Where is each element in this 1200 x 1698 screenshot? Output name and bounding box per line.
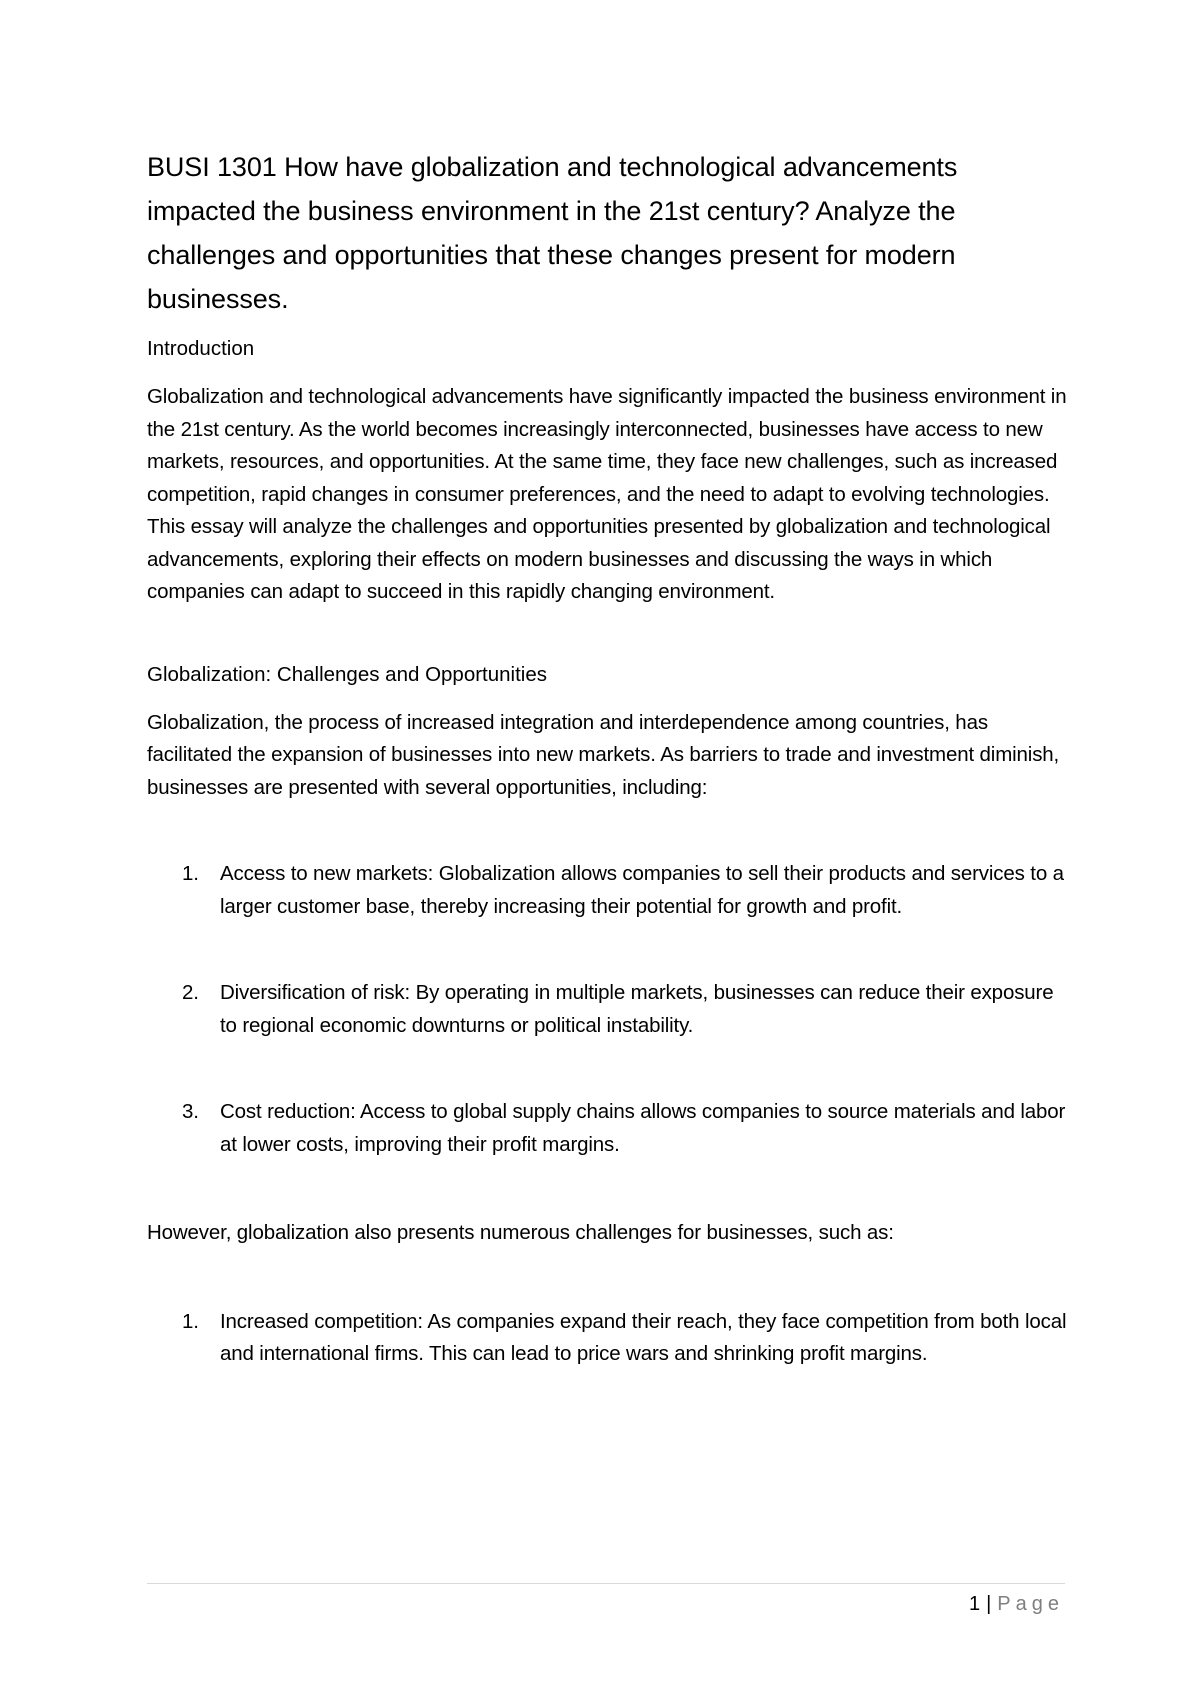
document-body [147,145,1067,1371]
list-item-text: Cost reduction: Access to global supply chains allows companies to source materials and labor at lower costs, improving their profit margins. [220,1100,1066,1156]
list-number: 1. [182,1309,199,1333]
spacer [147,1042,1067,1096]
spacer [147,923,1067,977]
challenges-intro: However, globalization also presents numerous challenges for businesses, such as: [147,1221,894,1244]
list-item-text: Diversification of risk: By operating in multiple markets, businesses can reduce their exposure to regional economic downturns or political instability. [220,981,1054,1037]
document-title: BUSI 1301 How have globalization and technological advancements impacted the business environment in the 21st century? Analyze the challenges and opportunities that these changes present for modern businesses. [147,152,958,314]
opportunities-list [147,858,1067,1161]
footer-divider [147,1583,1065,1584]
list-number: 1. [182,862,199,885]
list-item [147,858,1067,923]
globalization-heading: Globalization: Challenges and Opportunities [147,662,548,686]
page-label: Page [997,1593,1064,1615]
intro-heading: Introduction [147,337,255,360]
list-item [147,1306,1067,1371]
spacer [147,1161,1067,1217]
list-item-text: Increased competition: As companies expand their reach, they face competition from both local and international firms. This can lead to price wars and shrinking profit margins. [220,1309,1067,1365]
globalization-paragraph: Globalization, the process of increased integration and interdependence among countries, has facilitated the expansion of businesses into new markets. As barriers to trade and investment diminish, businesses are presented with several opportunities, including: [147,710,1060,799]
spacer [147,1250,1067,1306]
list-number: 3. [182,1100,199,1123]
list-item-text: Access to new markets: Globalization allows companies to sell their products and services to a larger customer base, thereby increasing their potential for growth and profit. [220,862,1064,918]
footer-separator: | [986,1593,992,1615]
challenges-list [147,1306,1067,1371]
page-number: 1 [968,1593,981,1615]
list-item [147,977,1067,1042]
intro-paragraph: Globalization and technological advancements have significantly impacted the business environment in the 21st century. As the world becomes increasingly interconnected, businesses have access to new markets, resources, and opportunities. At the same time, they face new challenges, such as increased competition, rapid changes in consumer preferences, and the need to adapt to evolving technologies. This essay will analyze the challenges and opportunities presented by globalization and technological advancements, exploring their effects on modern businesses and discussing the ways in which companies can adapt to succeed in this rapidly changing environment. [147,385,1067,603]
list-item [147,1096,1067,1161]
page-footer [969,1590,1064,1618]
list-number: 2. [182,981,199,1004]
spacer [147,804,1067,858]
spacer [147,609,1067,661]
